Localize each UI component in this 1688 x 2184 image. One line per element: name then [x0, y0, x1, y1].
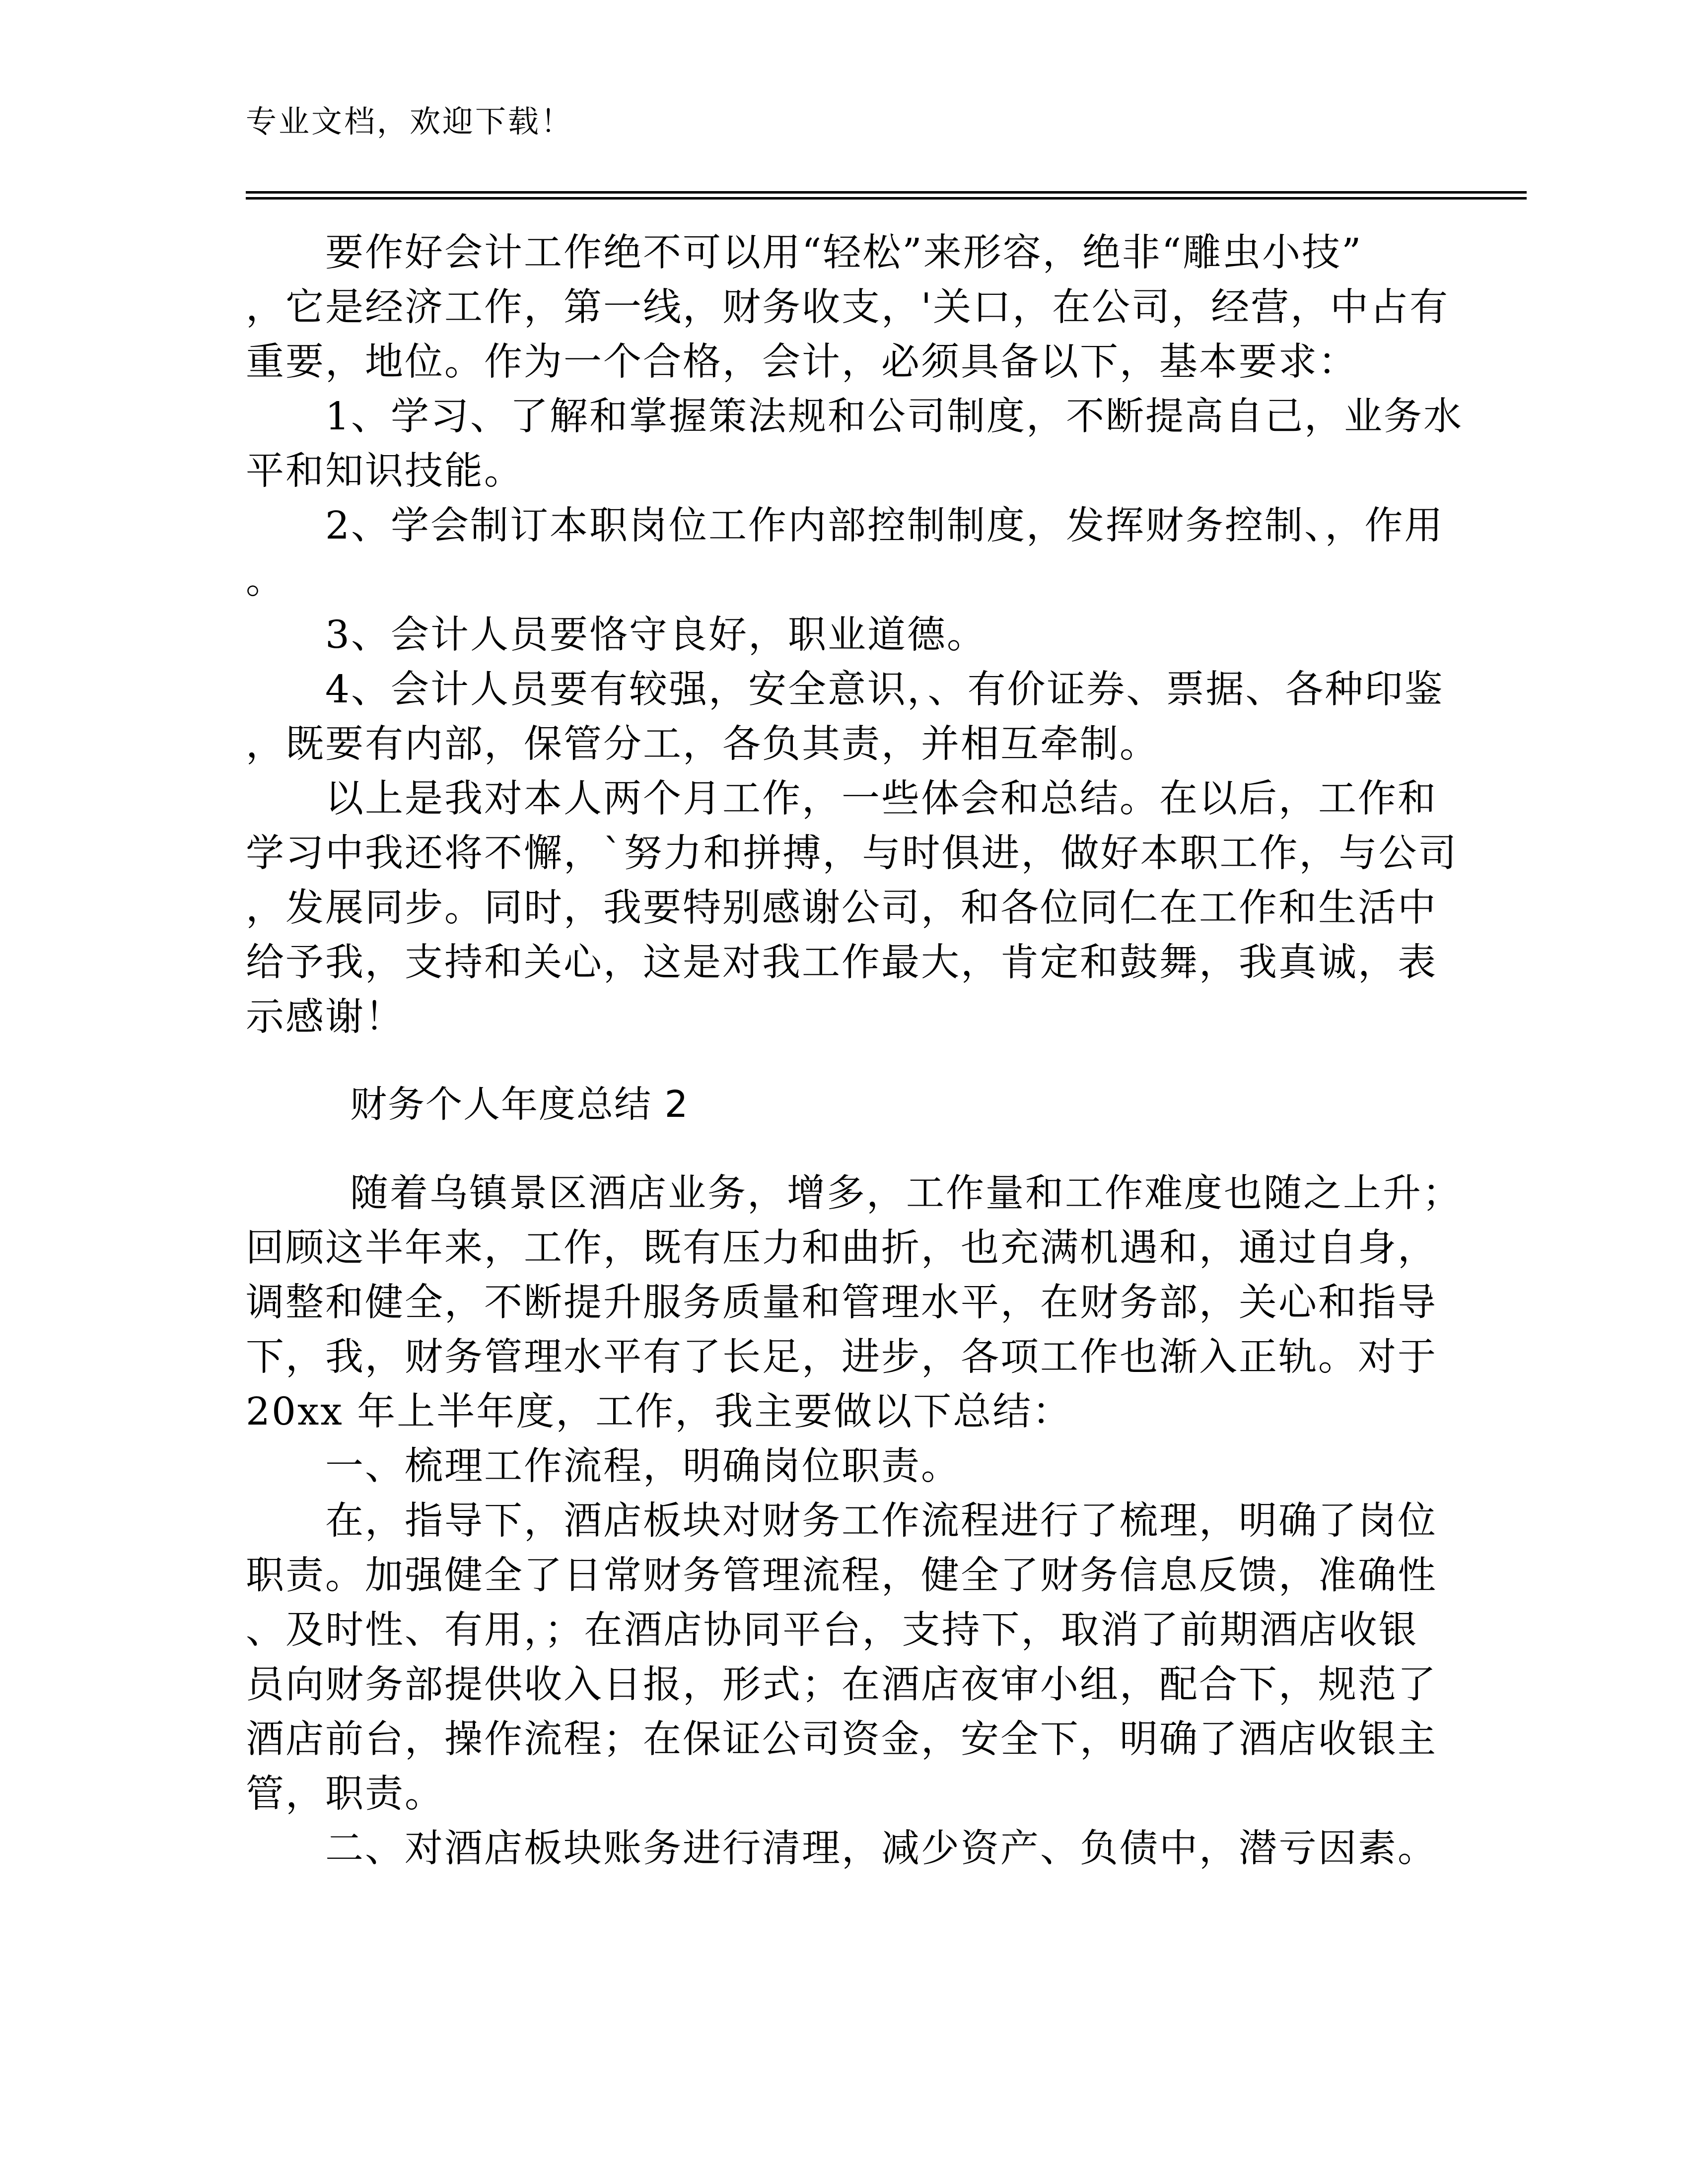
header-divider-bottom — [246, 197, 1527, 200]
paragraph-line: ，它是经济工作，第一线，财务收支，'关口，在公司，经营，中占有 — [246, 285, 1450, 330]
paragraph-line: 在，指导下，酒店板块对财务工作流程进行了梳理，明确了岗位 — [325, 1499, 1437, 1543]
paragraph-line: 给予我，支持和关心，这是对我工作最大，肯定和鼓舞，我真诚，表 — [246, 941, 1437, 985]
paragraph-line: 重要，地位。作为一个合格，会计，必须具备以下，基本要求： — [246, 340, 1358, 384]
list-item-line: ，既要有内部，保管分工，各负其责，并相互牵制。 — [246, 722, 1159, 766]
paragraph-line: 示感谢！ — [246, 995, 405, 1039]
paragraph-line: 酒店前台，操作流程；在保证公司资金，安全下，明确了酒店收银主 — [246, 1717, 1437, 1762]
list-item-line: 。 — [246, 558, 285, 603]
section-heading: 财务个人年度总结 2 — [350, 1083, 689, 1126]
document-body — [246, 226, 1463, 1876]
list-item-line: 3、会计人员要恪守良好，职业道德。 — [325, 613, 986, 657]
paragraph-line: 调整和健全，不断提升服务质量和管理水平，在财务部，关心和指导 — [246, 1281, 1437, 1325]
paragraph-line: 回顾这半年来，工作，既有压力和曲折，也充满机遇和，通过自身， — [246, 1226, 1437, 1270]
list-item-line: 1、学习、了解和掌握策法规和公司制度，不断提高自己，业务水 — [325, 395, 1463, 439]
paragraph-line: 以上是我对本人两个月工作，一些体会和总结。在以后，工作和 — [325, 777, 1437, 821]
paragraph-line: 、及时性、有用，；在酒店协同平台，支持下，取消了前期酒店收银 — [246, 1608, 1418, 1652]
paragraph-line: 随着乌镇景区酒店业务，增多，工作量和工作难度也随之上升； — [350, 1171, 1462, 1216]
paragraph-line: 管，职责。 — [246, 1772, 444, 1816]
paragraph-line: 职责。加强健全了日常财务管理流程，健全了财务信息反馈，准确性 — [246, 1554, 1437, 1598]
paragraph-line: 下，我，财务管理水平有了长足，进步，各项工作也渐入正轨。对于 — [246, 1335, 1437, 1379]
list-item-line: 4、会计人员要有较强，安全意识，、有价证券、票据、各种印鉴 — [325, 668, 1444, 712]
subheading-line: 二、对酒店板块账务进行清理，减少资产、负债中，潜亏因素。 — [325, 1827, 1437, 1871]
paragraph-line: ，发展同步。同时，我要特别感谢公司，和各位同仁在工作和生活中 — [246, 886, 1437, 930]
page-header-text: 专业文档，欢迎下载！ — [246, 103, 574, 139]
subheading-line: 一、梳理工作流程，明确岗位职责。 — [325, 1444, 961, 1489]
list-item-line: 平和知识技能。 — [246, 449, 524, 493]
paragraph-line: 员向财务部提供收入日报，形式；在酒店夜审小组，配合下，规范了 — [246, 1663, 1437, 1707]
paragraph-line: 学习中我还将不懈，`努力和拼搏，与时俱进，做好本职工作，与公司 — [246, 831, 1458, 876]
header-divider-top — [246, 191, 1527, 194]
paragraph-line: 20xx 年上半年度，工作，我主要做以下总结： — [246, 1390, 1072, 1434]
list-item-line: 2、学会制订本职岗位工作内部控制制度，发挥财务控制、，作用 — [325, 504, 1444, 548]
paragraph-line: 要作好会计工作绝不可以用“轻松”来形容，绝非“雕虫小技” — [325, 231, 1363, 275]
